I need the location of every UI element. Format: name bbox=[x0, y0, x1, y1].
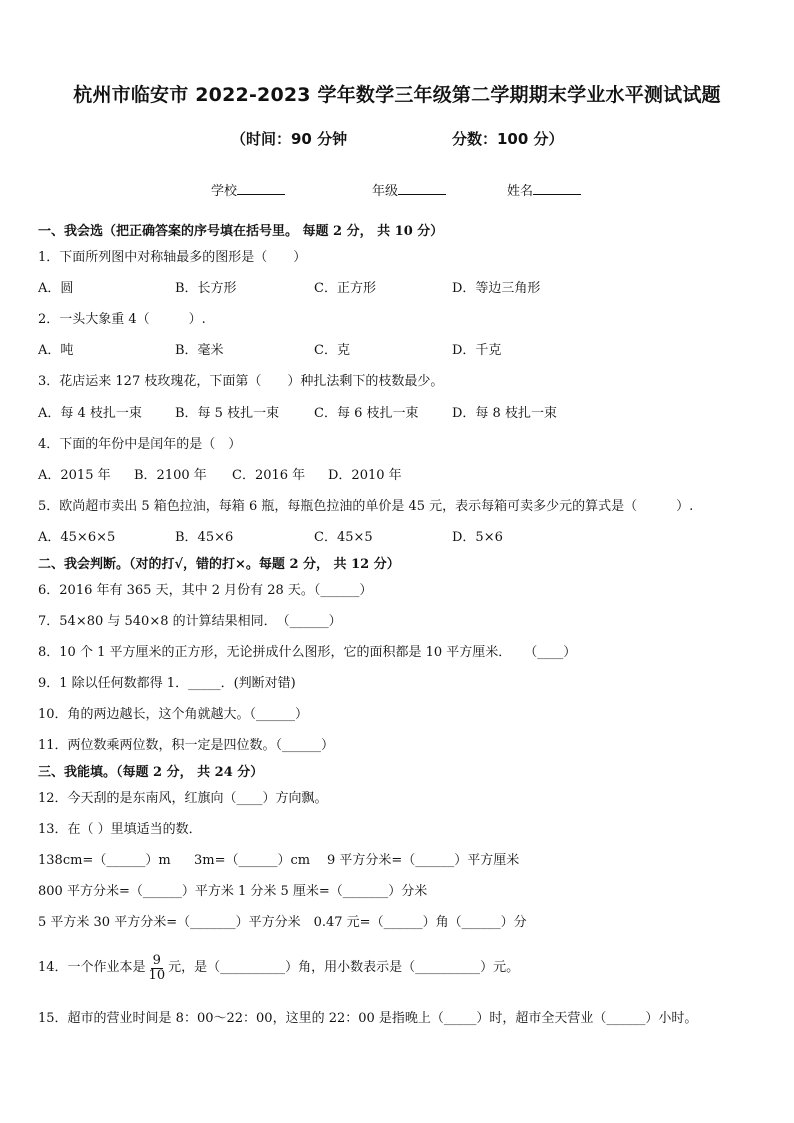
q2-text: 2．一头大象重 4（ ）. bbox=[38, 312, 206, 327]
exam-time: （时间：90 分钟 bbox=[231, 130, 348, 148]
q5-option-d[interactable]: D．5×6 bbox=[452, 530, 503, 545]
q5-text: 5．欧尚超市卖出 5 箱色拉油，每箱 6 瓶，每瓶色拉油的单价是 45 元，表示每箱可卖多少元的算式是（ ）. bbox=[38, 499, 694, 514]
section1-heading: 一、我会选（把正确答案的序号填在括号里。 每题 2 分， 共 10 分） bbox=[38, 224, 444, 239]
q5-option-c[interactable]: C．45×5 bbox=[314, 530, 373, 545]
q5-option-b[interactable]: B．45×6 bbox=[175, 530, 234, 545]
q1-option-c[interactable]: C．正方形 bbox=[314, 281, 376, 296]
q14-text[interactable] bbox=[38, 948, 519, 988]
q1-option-a[interactable]: A．圆 bbox=[38, 281, 74, 296]
q13-blank-1[interactable]: 138cm=（______）m bbox=[38, 853, 171, 868]
section3-heading: 三、我能填。（每题 2 分， 共 24 分） bbox=[38, 765, 264, 780]
q14-pre: 14．一个作业本是 bbox=[38, 960, 146, 975]
q2-option-b[interactable]: B．毫米 bbox=[175, 343, 224, 358]
q7-text[interactable]: 7．54×80 与 540×8 的计算结果相同． （______） bbox=[38, 614, 342, 629]
exam-score: 分数：100 分） bbox=[452, 130, 564, 148]
name-label: 姓名 bbox=[507, 184, 534, 199]
q13-text: 13．在（ ）里填适当的数． bbox=[38, 822, 202, 837]
q10-text[interactable]: 10．角的两边越长，这个角就越大。（______） bbox=[38, 707, 309, 722]
q13-blank-2[interactable]: 3m=（______）cm bbox=[194, 853, 311, 868]
q3-option-c[interactable]: C．每 6 枝扎一束 bbox=[314, 406, 419, 421]
q13-line3[interactable]: 5 平方米 30 平方分米=（_______）平方分米 0.47 元=（______）角（______）分 bbox=[38, 915, 527, 930]
school-label: 学校 bbox=[211, 184, 238, 199]
q4-option-d[interactable]: D．2010 年 bbox=[328, 468, 402, 483]
q8-text[interactable]: 8．10 个 1 平方厘米的正方形，无论拼成什么图形，它的面积都是 10 平方厘米． （____） bbox=[38, 645, 577, 660]
fraction-denominator: 10 bbox=[148, 967, 166, 983]
q9-text[interactable]: 9．1 除以任何数都得 1．_____．(判断对错) bbox=[38, 676, 296, 691]
grade-label: 年级 bbox=[372, 184, 399, 199]
q3-option-b[interactable]: B．每 5 枝扎一束 bbox=[175, 406, 280, 421]
q13-blank-3[interactable]: 9 平方分米=（______）平方厘米 bbox=[327, 853, 520, 868]
q6-text[interactable]: 6．2016 年有 365 天，其中 2 月份有 28 天。（______） bbox=[38, 583, 373, 598]
q1-option-b[interactable]: B．长方形 bbox=[175, 281, 237, 296]
q2-option-a[interactable]: A．吨 bbox=[38, 343, 74, 358]
q1-text: 1．下面所列图中对称轴最多的图形是（ ） bbox=[38, 250, 307, 265]
q3-option-a[interactable]: A．每 4 枝扎一束 bbox=[38, 406, 142, 421]
grade-field[interactable] bbox=[372, 181, 446, 201]
q1-option-d[interactable]: D．等边三角形 bbox=[452, 281, 541, 296]
q4-text: 4．下面的年份中是闰年的是（ ） bbox=[38, 437, 242, 452]
q13-line2[interactable]: 800 平方分米=（______）平方米 1 分米 5 厘米=（_______）分米 bbox=[38, 884, 428, 899]
q14-post: 元，是（__________）角，用小数表示是（__________）元。 bbox=[168, 960, 520, 975]
q4-option-a[interactable]: A．2015 年 bbox=[38, 468, 111, 483]
q5-option-a[interactable]: A．45×6×5 bbox=[38, 530, 116, 545]
school-field[interactable] bbox=[211, 181, 285, 201]
q12-text[interactable]: 12．今天刮的是东南风，红旗向（____）方向飘。 bbox=[38, 791, 328, 806]
q11-text[interactable]: 11．两位数乘两位数，积一定是四位数。（______） bbox=[38, 738, 335, 753]
section2-heading: 二、我会判断。（对的打√，错的打×。每题 2 分， 共 12 分） bbox=[38, 557, 400, 572]
q3-text: 3．花店运来 127 枝玫瑰花，下面第（ ）种扎法剩下的枝数最少。 bbox=[38, 374, 444, 389]
fraction-nine-tenths bbox=[147, 954, 168, 983]
q4-option-c[interactable]: C．2016 年 bbox=[232, 468, 306, 483]
page-title: 杭州市临安市 2022-2023 学年数学三年级第二学期期末学业水平测试试题 bbox=[73, 84, 721, 106]
q4-option-b[interactable]: B．2100 年 bbox=[134, 468, 207, 483]
q15-text[interactable]: 15．超市的营业时间是 8：00～22：00，这里的 22：00 是指晚上（_____）时，超市全天营业（______）小时。 bbox=[38, 1011, 698, 1026]
q2-option-d[interactable]: D．千克 bbox=[452, 343, 502, 358]
q2-option-c[interactable]: C．克 bbox=[314, 343, 350, 358]
q3-option-d[interactable]: D．每 8 枝扎一束 bbox=[452, 406, 557, 421]
name-field[interactable] bbox=[507, 181, 581, 201]
fraction-numerator: 9 bbox=[152, 952, 161, 968]
